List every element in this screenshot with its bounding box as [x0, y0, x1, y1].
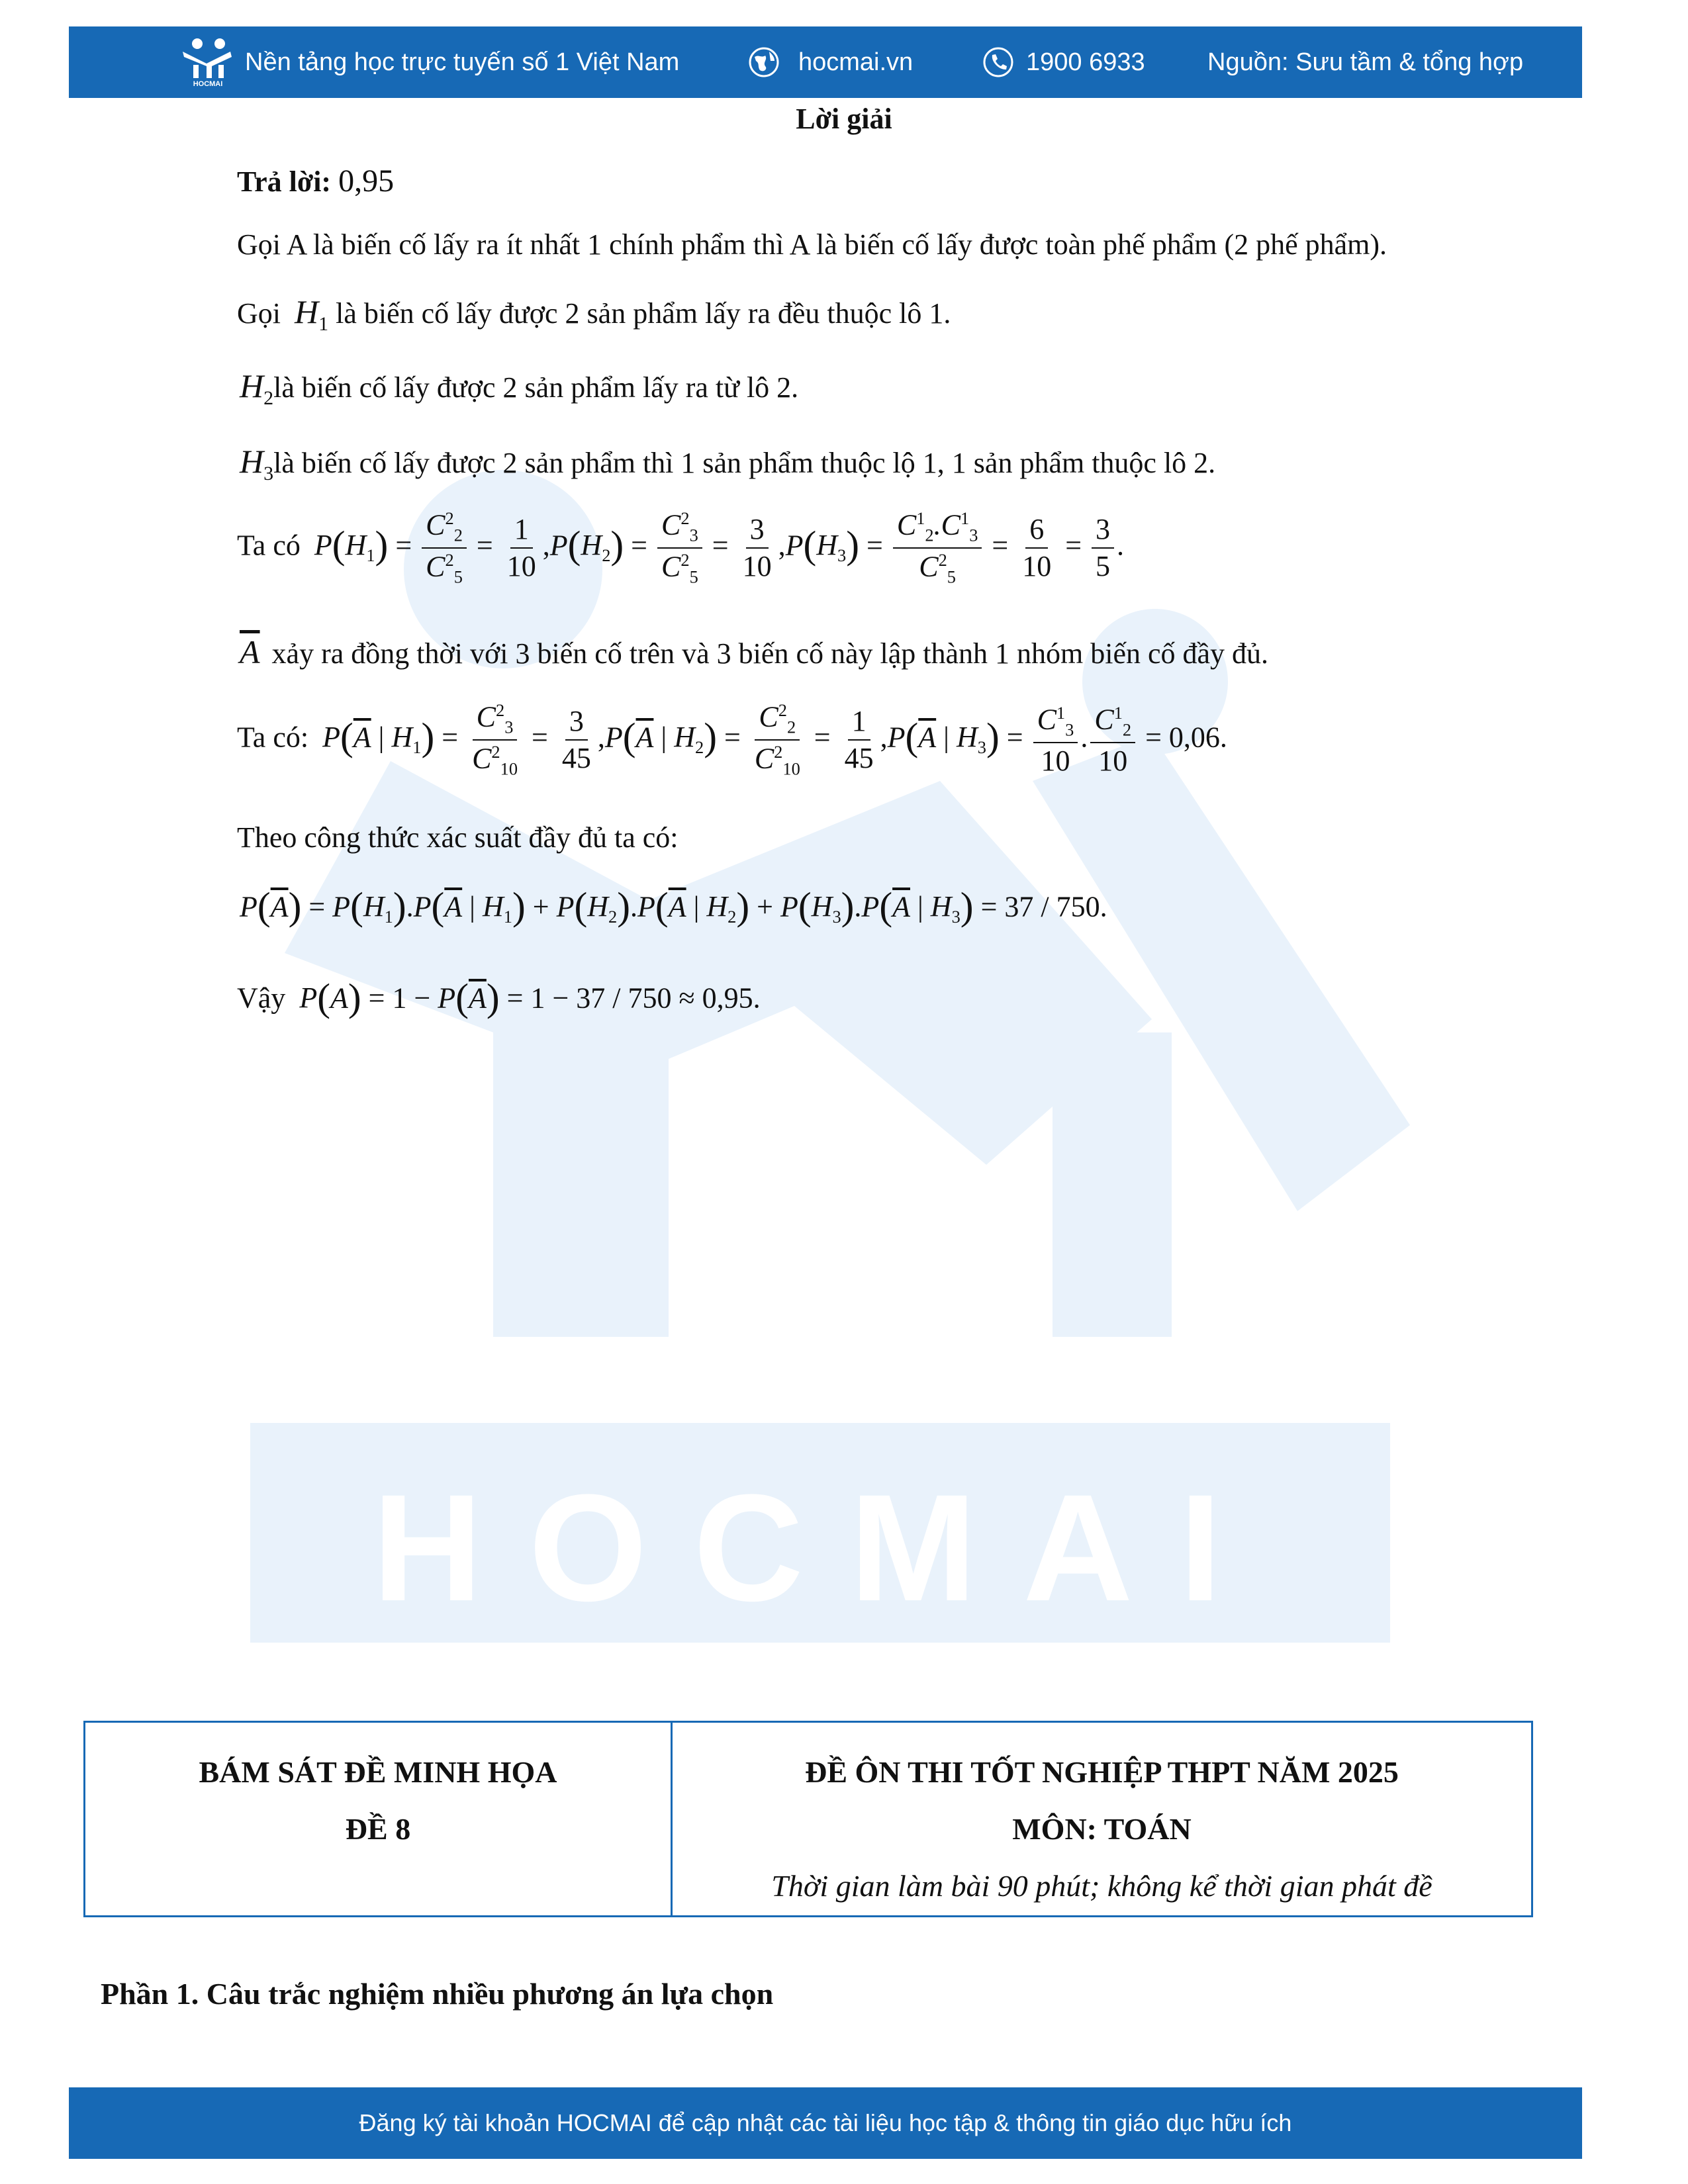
- answer-line: [237, 165, 394, 197]
- exam-box-right: [672, 1722, 1532, 1917]
- solution-line-3: $H_2là$ biến cố lấy được 2 sản phẩm lấy ra từ lô 2.: [240, 367, 799, 409]
- formula-total-probability: $P(\overline{A}) = P(H_1).P(\overline{A}$ | $H_1) + P(H_2).P(\overline{A}$ | $H_2) + P(H_3).P(\overline{A}$ | $H_3) = 37 / 750$.: [240, 884, 1107, 928]
- footer-bar[interactable]: [69, 2087, 1582, 2159]
- solution-title: Lời giải: [796, 103, 892, 135]
- header-source: Nguồn: Sưu tầm & tổng hợp: [1207, 48, 1524, 76]
- solution-line-6: $\overline{A}$ xảy ra đồng thời với 3 biến cố trên và 3 biến cố này lập thành 1 nhóm biến cố đầy đủ.: [240, 633, 1269, 670]
- header-site-link[interactable]: hocmai.vn: [798, 48, 914, 76]
- formula-conclusion: Vậy $P(A) = 1 - P(\overline{A}) = 1 - 37 / 750 \approx 0,95$.: [237, 976, 761, 1019]
- exam-box-left: [85, 1722, 672, 1917]
- section-heading: Phần 1. Câu trắc nghiệm nhiều phương án lựa chọn: [101, 1977, 774, 2011]
- formula-p-h: Ta có $P(H_1)$ = $\frac{C^2_2}{C^2_5}$ = $\frac{1}{10}$ $,P(H_2)$ = $\frac{C^2_3}{C^2_5}$ = $\frac{3}{10}$ $,P(H_3)$ = $\frac{C^1_2.C^1_3}{C^2_5}$ = $\frac{6}{10}$ = $\frac{3}{5}$ .: [237, 508, 1125, 587]
- exam-box-left-line1: BÁM SÁT ĐỀ MINH HỌA: [199, 1755, 557, 1789]
- exam-box-right-line1: ĐỀ ÔN THI TỐT NGHIỆP THPT NĂM 2025: [805, 1755, 1399, 1789]
- svg-text:HOCMAI: HOCMAI: [372, 1463, 1268, 1633]
- formula-conditional: Ta có: $P(\overline{A}$ | $H_1$) = $\frac{C^2_3}{C^2_{10}}$ = $\frac{3}{45}$ $,P(\overline{A}$ | $H_2$) = $\frac{C^2_2}{C^2_{10}}$ = $\frac{1}{45}$ $,P(\overline{A}$ | $H_3$) = $\frac{C^1_3}{10}$ . $\frac{C^1_2}{10}$ = 0,06.: [237, 700, 1227, 779]
- svg-text:HOCMAI: HOCMAI: [193, 80, 223, 87]
- exam-box-right-line3: Thời gian làm bài 90 phút; không kể thời gian phát đề: [771, 1869, 1432, 1903]
- solution-line-2: Gọi $H_1$ là biến cố lấy được 2 sản phẩm lấy ra đều thuộc lô 1.: [237, 293, 951, 335]
- exam-box-left-line2: ĐỀ 8: [345, 1812, 411, 1846]
- solution-line-8: Theo công thức xác suất đầy đủ ta có:: [237, 821, 679, 854]
- exam-info-box: [83, 1721, 1533, 1917]
- answer-value: 0,95: [338, 163, 395, 199]
- footer-text[interactable]: Đăng ký tài khoản HOCMAI để cập nhật các tài liệu học tập & thông tin giáo dục hữu ích: [359, 2109, 1292, 2136]
- answer-label: Trả lời:: [237, 165, 332, 198]
- header-phone[interactable]: 1900 6933: [1026, 48, 1145, 76]
- solution-line-1: Gọi A là biến cố lấy ra ít nhất 1 chính phẩm thì A là biến cố lấy được toàn phế phẩm (2 phế phẩm).: [237, 228, 1387, 261]
- header-slogan: Nền tảng học trực tuyến số 1 Việt Nam: [245, 48, 680, 76]
- solution-line-4: $H_3là$ biến cố lấy được 2 sản phẩm thì 1 sản phẩm thuộc lộ 1, 1 sản phẩm thuộc lô 2.: [240, 443, 1216, 484]
- exam-box-right-line2: MÔN: TOÁN: [1012, 1812, 1192, 1846]
